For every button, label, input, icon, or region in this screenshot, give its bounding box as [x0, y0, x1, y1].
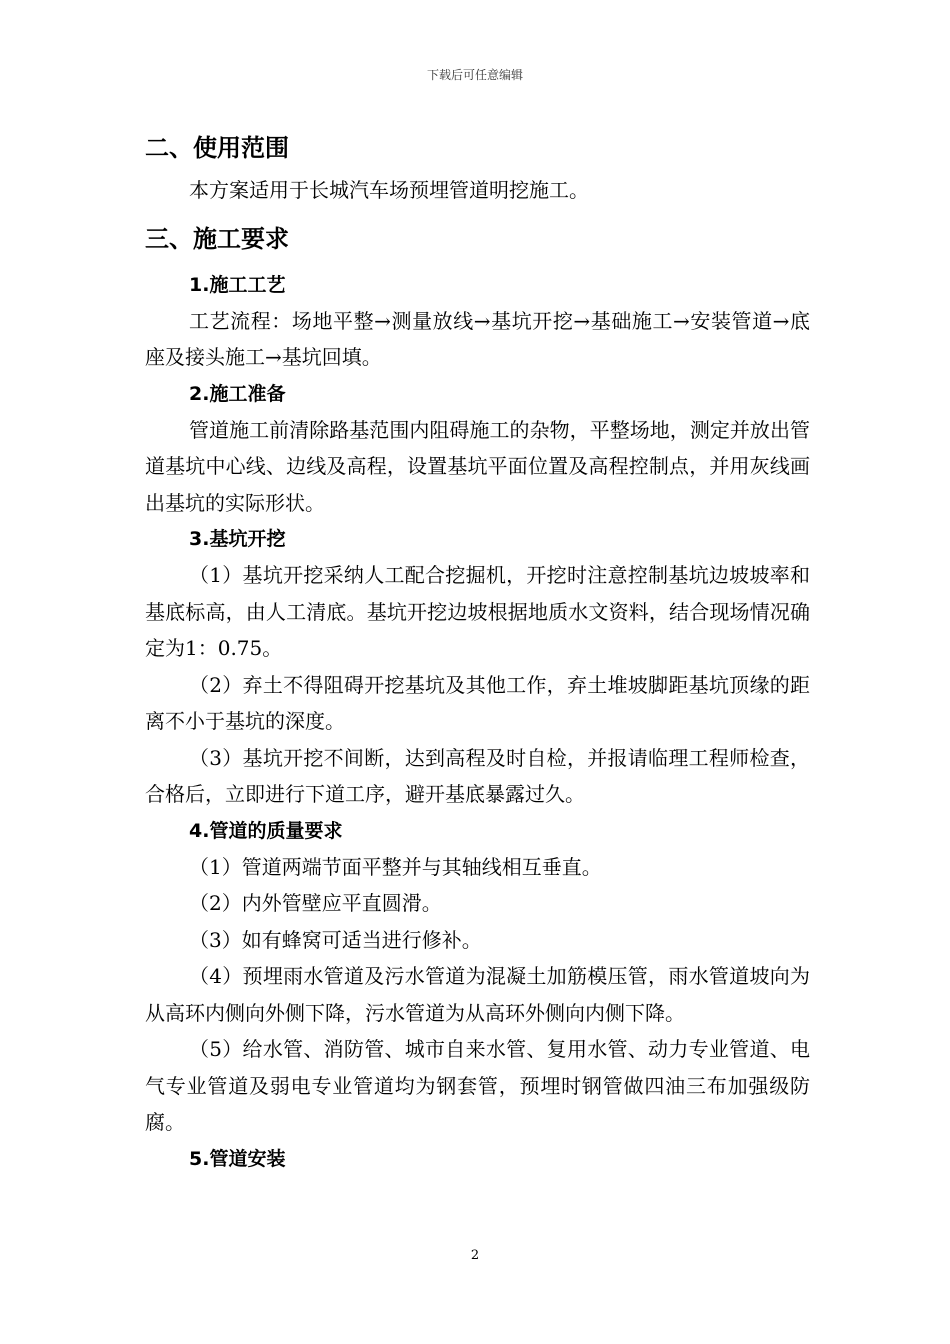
page-number: 2 — [470, 1248, 480, 1263]
paragraph: 本方案适用于长城汽车场预埋管道明挖施工。 — [189, 178, 589, 202]
section-heading: 三、施工要求 — [145, 224, 289, 253]
paragraph: 管道施工前清除路基范围内阻碍施工的杂物，平整场地，测定并放出管道基坑中心线、边线及高程，设置基坑平面位置及高程控制点，并用灰线画出基坑的实际形状。 — [145, 417, 810, 515]
section-heading: 二、使用范围 — [145, 134, 289, 162]
paragraph: （5）给水管、消防管、城市自来水管、复用水管、动力专业管道、电气专业管道及弱电专业管道均为钢套管，预埋时钢管做四油三布加强级防腐。 — [145, 1037, 810, 1134]
subsection-heading: 3.基坑开挖 — [189, 528, 286, 550]
subsection-heading: 4.管道的质量要求 — [189, 819, 343, 842]
paragraph: （4）预埋雨水管道及污水管道为混凝土加筋模压管，雨水管道坡向为从高环内侧向外侧下降，污水管道为从高环外侧向内侧下降。 — [145, 964, 810, 1025]
paragraph: （1）管道两端节面平整并与其轴线相互垂直。 — [189, 854, 602, 879]
document-body — [145, 128, 810, 1177]
subsection-heading: 2.施工准备 — [189, 382, 286, 405]
subsection-heading: 1.施工工艺 — [189, 273, 286, 296]
paragraph: （3）基坑开挖不间断，达到高程及时自检，并报请临理工程师检查，合格后，立即进行下道工序，避开基底暴露过久。 — [145, 745, 810, 806]
paragraph: 工艺流程：场地平整→测量放线→基坑开挖→基础施工→安装管道→底座及接头施工→基坑回填。 — [145, 308, 810, 369]
paragraph: （1）基坑开挖采纳人工配合挖掘机，开挖时注意控制基坑边坡坡率和基底标高，由人工清底。基坑开挖边坡根据地质水文资料，结合现场情况确定为1：0.75。 — [145, 563, 810, 660]
page-header: 下载后可任意编辑 — [426, 68, 523, 82]
paragraph: （2）内外管壁应平直圆滑。 — [189, 891, 442, 915]
subsection-heading: 5.管道安装 — [189, 1147, 286, 1170]
paragraph: （2）弃土不得阻碍开挖基坑及其他工作，弃土堆坡脚距基坑顶缘的距离不小于基坑的深度。 — [145, 672, 810, 733]
paragraph: （3）如有蜂窝可适当进行修补。 — [189, 927, 482, 952]
